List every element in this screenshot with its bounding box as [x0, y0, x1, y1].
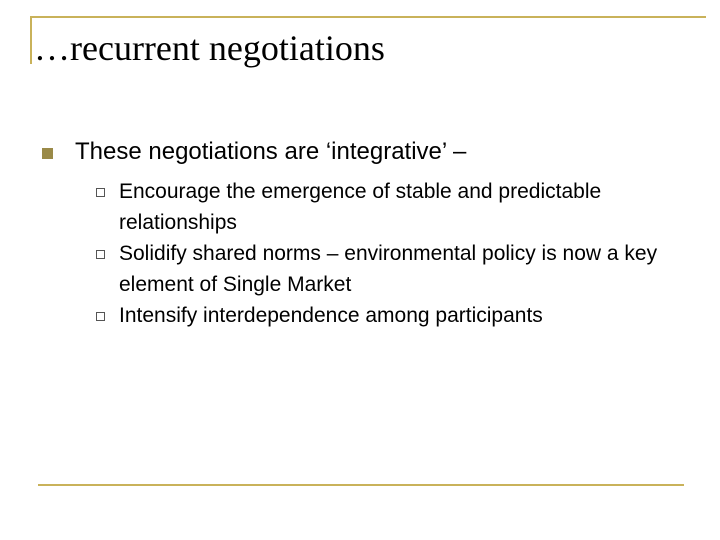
top-rule — [30, 16, 706, 18]
sub-bullet-item — [96, 176, 682, 238]
sub-bullet-item — [96, 300, 682, 331]
sub-bullet-text: Intensify interdependence among participants — [119, 304, 543, 327]
bullet-text: These negotiations are ‘integrative’ – — [75, 138, 467, 165]
hollow-square-bullet-icon — [96, 312, 105, 321]
sub-bullet-item — [96, 238, 682, 300]
bullet-list — [42, 135, 682, 331]
sub-bullet-text: Solidify shared norms – environmental policy is now a key element of Single Market — [119, 242, 658, 296]
square-bullet-icon — [42, 148, 53, 159]
slide-title: …recurrent negotiations — [34, 28, 385, 68]
sub-bullet-text: Encourage the emergence of stable and predictable relationships — [119, 180, 602, 234]
sub-bullet-list — [42, 176, 682, 331]
hollow-square-bullet-icon — [96, 250, 105, 259]
bottom-rule — [38, 484, 684, 486]
left-rule — [30, 16, 32, 64]
hollow-square-bullet-icon — [96, 188, 105, 197]
bullet-item — [42, 135, 682, 169]
